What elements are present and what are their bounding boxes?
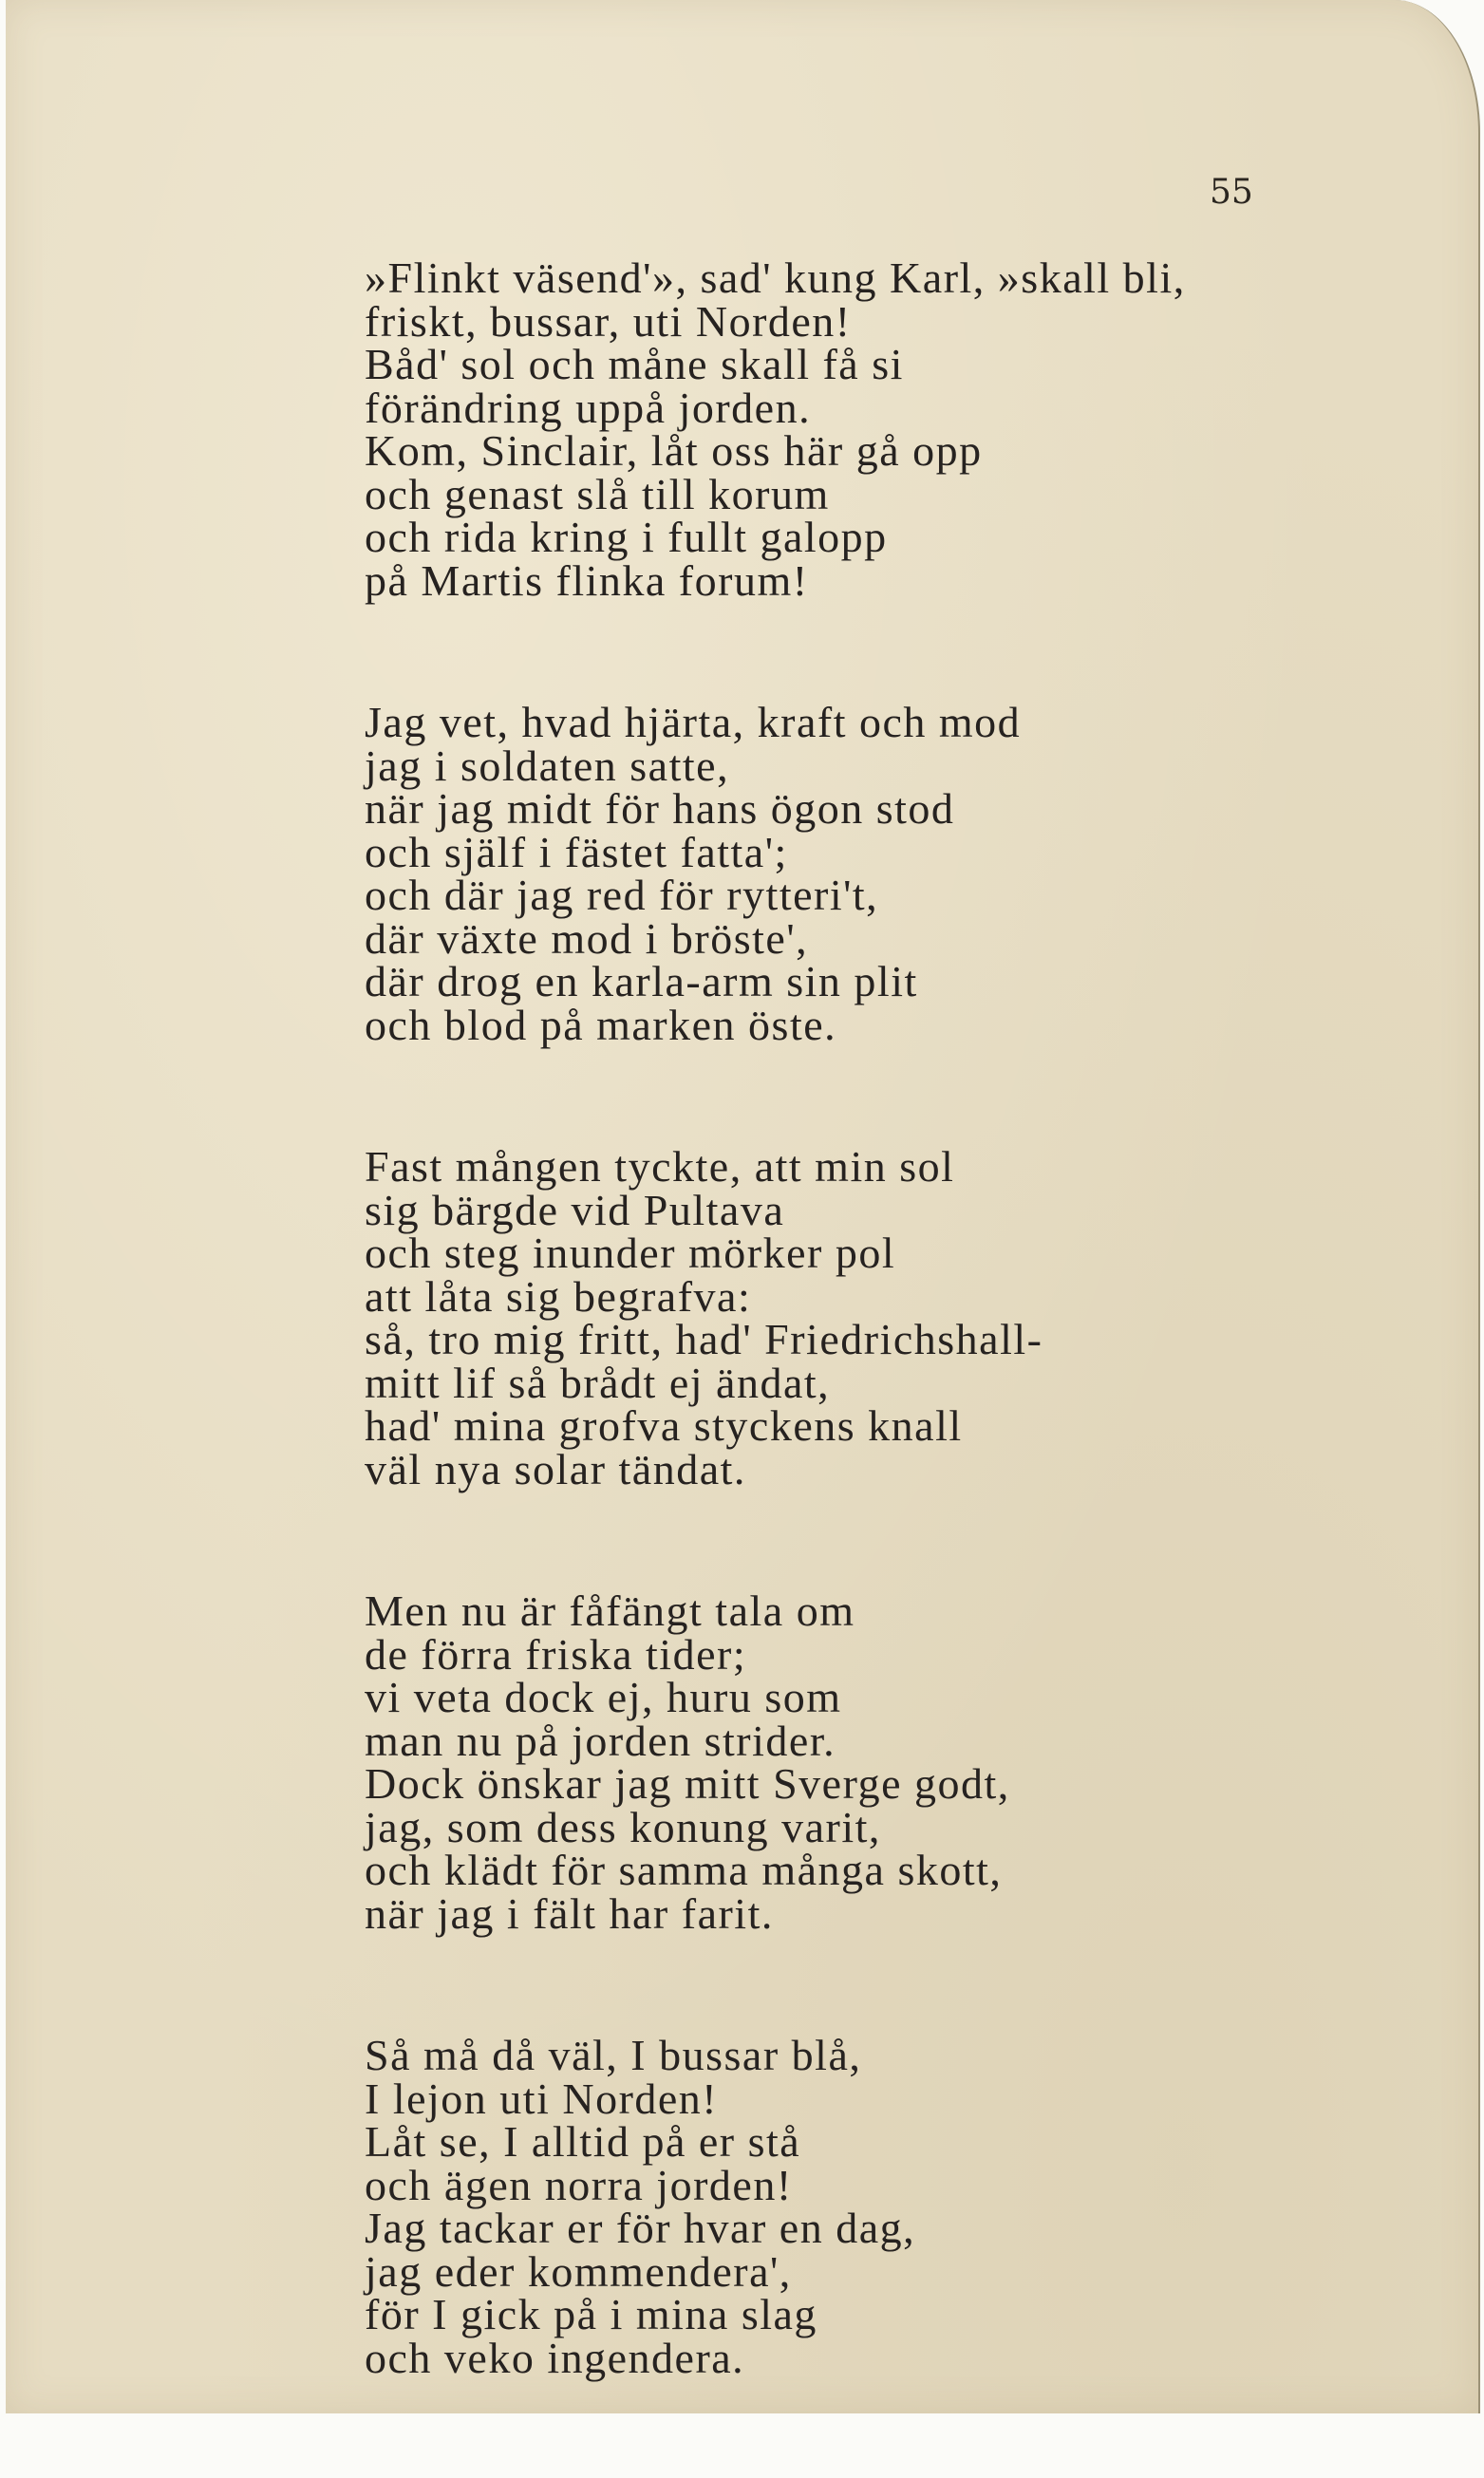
poem-line: förändring uppå jorden. [365,383,812,432]
poem-line: Jag tackar er för hvar en dag, [365,2204,916,2252]
poem-line: när jag i fält har farit. [365,1888,774,1938]
poem-line: och blod på marken öste. [365,1000,837,1049]
poem-line: och ägen norra jorden! [365,2160,793,2209]
poem-line: att låta sig begrafva: [365,1271,752,1321]
poem-line: vi veta dock ej, huru som [365,1673,842,1721]
poem-line: på Martis flinka forum! [365,555,809,605]
poem-line: sig bärgde vid Pultava [365,1185,785,1234]
poem-line: »Flinkt väsend'», sad' kung Karl, »skall bli, [365,253,1186,302]
poem-line: Jag vet, hvad hjärta, kraft och mod [365,698,1022,746]
poem-line: man nu på jorden strider. [365,1716,836,1765]
poem-line: Båd' sol och måne skall få si [365,340,904,388]
book-page [6,0,1480,2413]
page-number: 55 [1210,173,1253,212]
poem-line: där drog en karla-arm sin plit [365,957,918,1005]
stanza-2 [365,698,1186,1049]
poem-line: när jag midt för hans ögon stod [365,784,955,833]
poem-line: så, tro mig fritt, had' Friedrichshall- [365,1315,1043,1363]
stanza-5 [365,2031,1186,2382]
poem-line: Dock önskar jag mitt Sverge godt, [365,1759,1010,1808]
poem-line: och själf i fästet fatta'; [365,827,788,876]
poem-line: där växte mod i bröste', [365,913,809,963]
poem-line: och veko ingendera. [365,2333,745,2382]
poem-line: Låt se, I alltid på er stå [365,2117,801,2166]
poem-line: och klädt för samma många skott, [365,1846,1003,1894]
poem-line: Men nu är fåfängt tala om [365,1586,855,1635]
poem-line: och genast slå till korum [365,469,830,518]
poem-line: och där jag red för rytteri't, [365,871,879,919]
poem-line: jag, som dess konung varit, [365,1802,881,1851]
poem-line: Så må då väl, I bussar blå, [365,2031,862,2079]
poem-line: för I gick på i mina slag [365,2290,817,2338]
poem-line: mitt lif så brådt ej ändat, [365,1358,831,1407]
poem-line: friskt, bussar, uti Norden! [365,296,852,346]
poem-line: I lejon uti Norden! [365,2074,719,2123]
poem-line: Kom, Sinclair, låt oss här gå opp [365,426,983,475]
poem [365,253,1186,2478]
stanza-1 [365,253,1186,605]
poem-line: och rida kring i fullt galopp [365,513,888,561]
stanza-3 [365,1142,1186,1493]
poem-line: Fast mången tyckte, att min sol [365,1142,955,1191]
poem-line: väl nya solar tändat. [365,1444,746,1493]
poem-line: jag i soldaten satte, [365,741,730,790]
poem-line: jag eder kommendera', [365,2246,792,2296]
poem-line: de förra friska tider; [365,1629,747,1679]
poem-line: had' mina grofva styckens knall [365,1401,963,1450]
stanza-4 [365,1586,1186,1938]
poem-line: och steg inunder mörker pol [365,1229,896,1277]
